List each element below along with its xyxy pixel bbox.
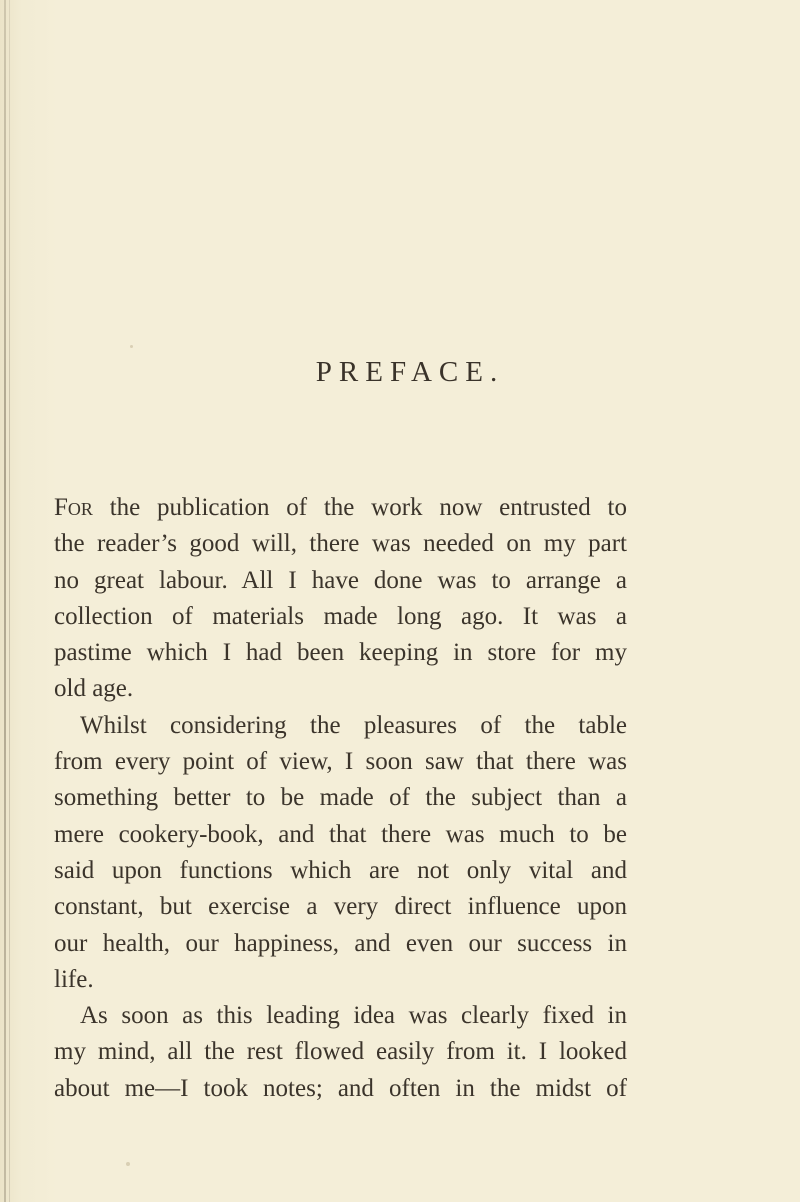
lead-word: For: [54, 494, 93, 521]
paragraph-line: our health, our happiness, and even our success in: [54, 929, 627, 957]
page-heading: PREFACE.: [315, 356, 505, 388]
paragraph-line: collection of materials made long ago. It was a: [54, 602, 627, 630]
paper-fleck: [126, 1162, 130, 1166]
paragraph-line: old age.: [54, 675, 134, 703]
paragraph-line: mere cookery-book, and that there was much to be: [54, 820, 627, 848]
paragraph-line: constant, but exercise a very direct influence upon: [54, 893, 627, 921]
paragraph-line: the reader’s good will, there was needed on my part: [54, 530, 627, 558]
paragraph-line: about me—I took notes; and often in the midst of: [54, 1074, 627, 1102]
paragraph-line: from every point of view, I soon saw that there was: [54, 748, 627, 776]
paragraph-line: life.: [54, 965, 94, 993]
paragraph-line: pastime which I had been keeping in store for my: [54, 639, 627, 667]
paragraph-3: [54, 998, 627, 1107]
paragraph-line: no great labour. All I have done was to arrange a: [54, 566, 627, 594]
paragraph-line: said upon functions which are not only vital and: [54, 856, 627, 884]
paper-fleck: [130, 345, 133, 348]
paragraph-line: my mind, all the rest flowed easily from it. I looked: [54, 1038, 627, 1066]
paragraph-line: As soon as this leading idea was clearly fixed in: [80, 1002, 627, 1030]
paragraph-line: something better to be made of the subject than a: [54, 784, 627, 812]
paragraph-2: [54, 708, 627, 998]
paragraph-1: [54, 490, 627, 708]
binding-gutter-line: [4, 0, 6, 1202]
paragraph-line: Whilst considering the pleasures of the table: [80, 711, 627, 739]
paragraph-line: For the publication of the work now entrusted to: [54, 494, 627, 521]
preface-body: [54, 490, 627, 1107]
binding-gutter-line-secondary: [9, 0, 10, 1202]
